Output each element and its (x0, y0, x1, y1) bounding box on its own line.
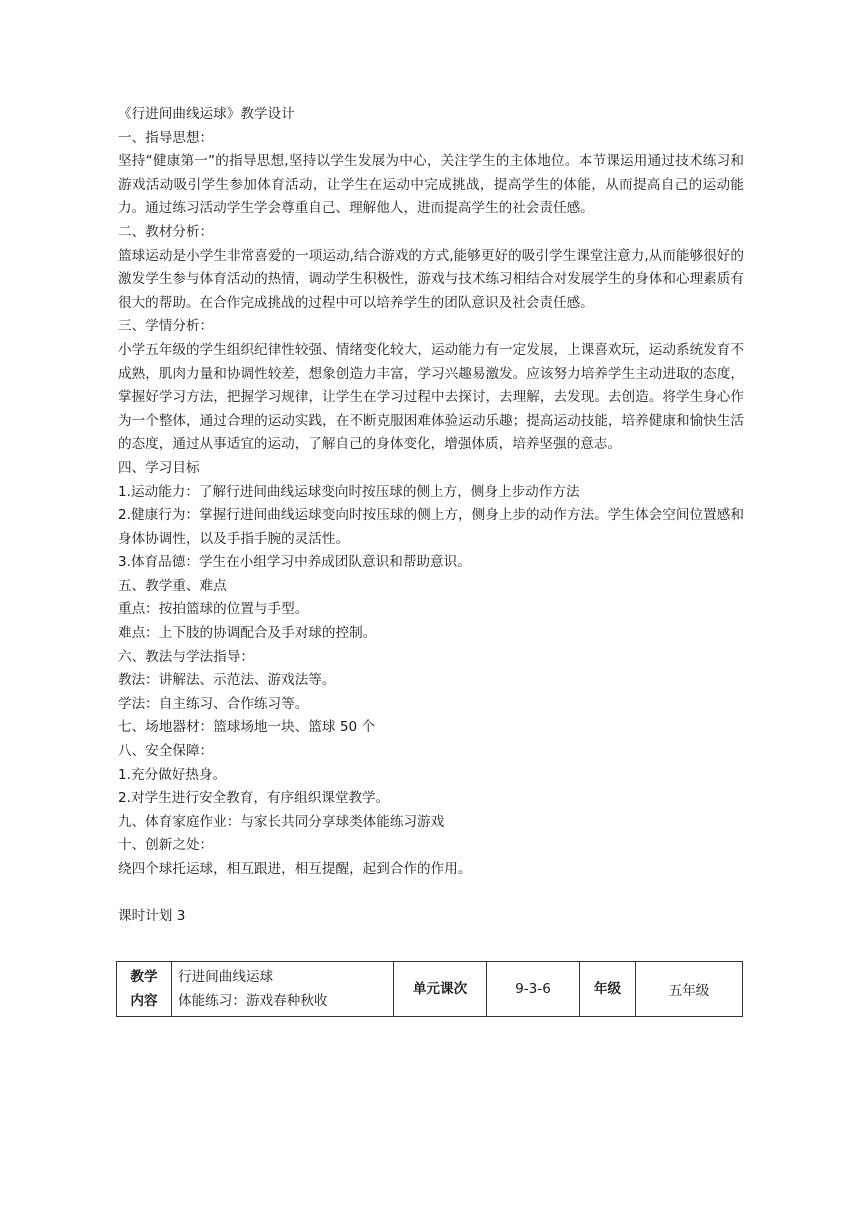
section-text-material: 篮球运动是小学生非常喜爱的一项运动,结合游戏的方式,能够更好的吸引学生课堂注意力,从而能够很好的激发学生参与体育活动的热情，调动学生积极性，游戏与技术练习相结合对发展学生的身体和心理素质有很大的帮助。在合作完成挑战的过程中可以培养学生的团队意识及社会责任感。 (118, 247, 744, 311)
content-line: 体能练习：游戏春种秋收 (178, 993, 328, 1009)
section-heading-methods: 六、教法与学法指导： (118, 648, 254, 665)
safety-item: 2.对学生进行安全教育，有序组织课堂教学。 (118, 790, 390, 807)
section-heading-safety: 八、安全保障： (118, 743, 214, 760)
goal-item: 3.体育品德：学生在小组学习中养成团队意识和帮助意识。 (118, 554, 471, 571)
unit-value-cell: 9-3-6 (487, 962, 580, 1017)
section-text-innovation: 绕四个球托运球，相互跟进，相互提醒，起到合作的作用。 (118, 861, 472, 877)
content-label-cell (117, 962, 172, 1017)
section-heading-guiding: 一、指导思想： (118, 129, 214, 146)
grade-label-cell: 年级 (580, 962, 636, 1017)
document-title: 《行进间曲线运球》教学设计 (118, 106, 295, 122)
safety-item: 1.充分做好热身。 (118, 766, 227, 783)
difficult-point: 难点：上下肢的协调配合及手对球的控制。 (118, 625, 377, 642)
section-heading-keypoints: 五、教学重、难点 (118, 577, 227, 594)
unit-label-cell: 单元课次 (394, 962, 487, 1017)
table-row (117, 962, 743, 1017)
document-body (118, 103, 744, 929)
section-text-guiding: 坚持“健康第一”的指导思想,坚持以学生发展为中心，关注学生的主体地位。本节课运用通过技术练习和游戏活动吸引学生参加体育活动，让学生在运动中完成挑战，提高学生的体能，从而提高自己的运动能力。通过练习活动学生学会尊重自己、理解他人，进而提高学生的社会责任感。 (118, 153, 744, 217)
section-heading-material: 二、教材分析： (118, 223, 214, 240)
section-heading-student: 三、学情分析： (118, 318, 214, 335)
content-label-line: 教学 (130, 969, 158, 985)
teaching-method: 教法：讲解法、示范法、游戏法等。 (118, 672, 336, 689)
lesson-plan-table (116, 961, 743, 1017)
goal-item: 1.运动能力：了解行进间曲线运球变向时按压球的侧上方，侧身上步动作方法 (118, 483, 580, 500)
key-point: 重点：按拍篮球的位置与手型。 (118, 601, 309, 618)
content-label-line: 内容 (130, 993, 158, 1009)
grade-value-cell: 五年级 (636, 962, 743, 1017)
section-heading-goals: 四、学习目标 (118, 459, 200, 476)
learning-method: 学法：自主练习、合作练习等。 (118, 695, 309, 712)
section-venue-equipment: 七、场地器材：篮球场地一块、篮球 50 个 (118, 719, 376, 736)
section-homework: 九、体育家庭作业：与家长共同分享球类体能练习游戏 (118, 813, 445, 830)
lesson-plan-title: 课时计划 3 (118, 908, 186, 925)
blank-line (118, 882, 744, 906)
section-heading-innovation: 十、创新之处： (118, 837, 214, 854)
goal-item: 2.健康行为：掌握行进间曲线运球变向时按压球的侧上方，侧身上步的动作方法。学生体会空间位置感和身体协调性，以及手指手腕的灵活性。 (118, 507, 744, 547)
content-line: 行进间曲线运球 (178, 969, 274, 985)
content-value-cell (172, 962, 394, 1017)
section-text-student: 小学五年级的学生组织纪律性较强、情绪变化较大，运动能力有一定发展，上课喜欢玩，运动系统发育不成熟，肌肉力量和协调性较差，想象创造力丰富，学习兴趣易激发。应该努力培养学生主动进取的态度，掌握好学习方法，把握学习规律，让学生在学习过程中去探讨，去理解，去发现。去创造。将学生身心作为一个整体，通过合理的运动实践，在不断克服困难体验运动乐趣；提高运动技能，培养健康和愉快生活的态度，通过从事适宜的运动，了解自己的身体变化，增强体质，培养坚强的意志。 (118, 341, 744, 453)
